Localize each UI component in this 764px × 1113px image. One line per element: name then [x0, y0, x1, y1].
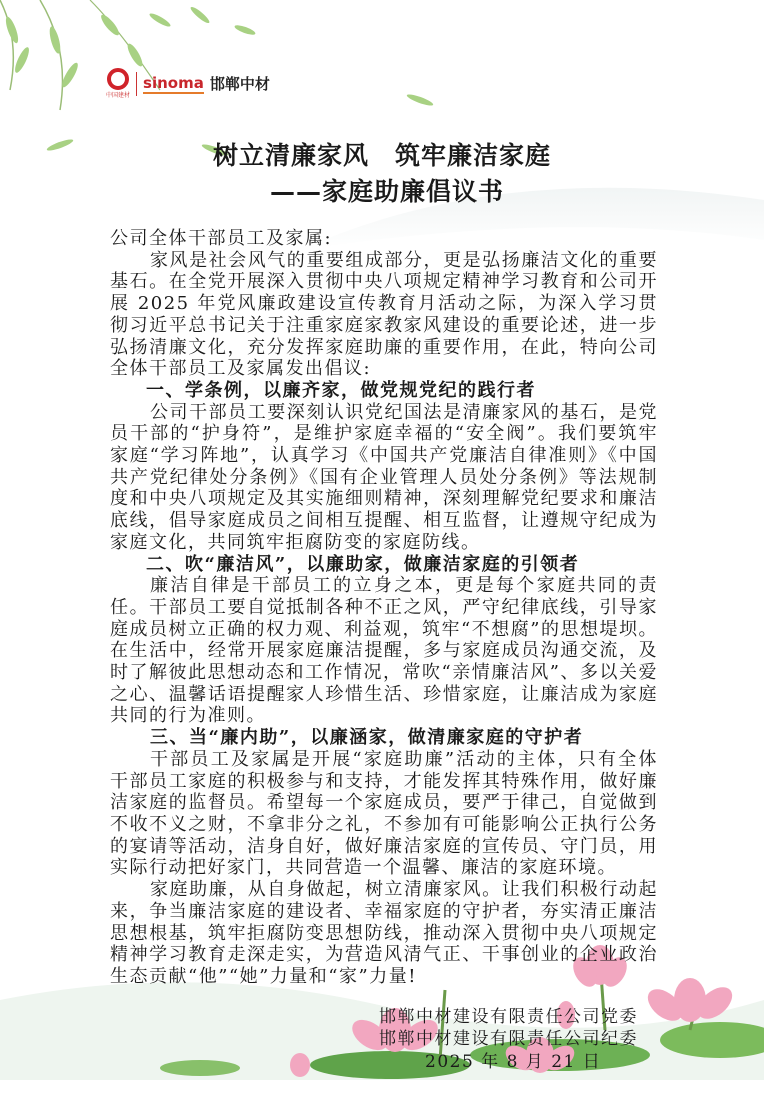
intro-paragraph: 家风是社会风气的重要组成部分，更是弘扬廉洁文化的重要基石。在全党开展深入贯彻中央八项规定精神学习教育和公司开展 2025 年党风廉政建设宣传教育月活动之际，为深入学习贯彻习近平总书记关于注重家庭家教家风建设的重要论述，进一步弘扬清廉文化，充分发挥家庭助廉的重要作用，在此，特向公司全体干部员工及家属发出倡议: — [110, 249, 658, 380]
logo-brand-latin: sinoma — [143, 73, 204, 92]
section-heading-3: 三、当“廉内助”，以廉涵家，做清廉家庭的守护者 — [150, 727, 584, 749]
signature-block — [379, 1006, 638, 1113]
closing-paragraph: 家庭助廉，从自身做起，树立清廉家风。让我们积极行动起来，争当廉洁家庭的建设者、幸福家庭的守护者，夯实清正廉洁思想根基，筑牢拒腐防变思想防线，推动深入贯彻中央八项规定精神学习教育走深走实，为营造风清气正、干事创业的企业政治生态贡献“他”“她”力量和“家”力量! — [110, 879, 658, 987]
section-paragraph-3: 干部员工及家属是开展“家庭助廉”活动的主体，只有全体干部员工家庭的积极参与和支持，才能发挥其特殊作用，做好廉洁家庭的监督员。希望每一个家庭成员，要严于律己，自觉做到不收不义之财，不拿非分之礼，不参加有可能影响公正执行公务的宴请等活动，洁身自好，做好廉洁家庭的宣传员、守门员，用实际行动把好家门，共同营造一个温馨、廉洁的家庭环境。 — [110, 748, 658, 879]
signature-org-party-committee: 邯郸中材建设有限责任公司党委 — [379, 1006, 638, 1027]
section-paragraph-1: 公司干部员工要深刻认识党纪国法是清廉家风的基石，是党员干部的“护身符”，是维护家庭幸福的“安全阀”。我们要筑牢家庭“学习阵地”，认真学习《中国共产党廉洁自律准则》《中国共产党纪律处分条例》《国有企业管理人员处分条例》等法规制度和中央八项规定及其实施细则精神，深刻理解党纪要求和廉洁底线，倡导家庭成员之间相互提醒、相互监督，让遵规守纪成为家庭文化，共同筑牢拒腐防变的家庭防线。 — [110, 401, 658, 553]
logo-parent: 中国建材 — [106, 92, 131, 99]
document-body — [110, 228, 658, 988]
signature-org-discipline-committee: 邯郸中材建设有限责任公司纪委 — [379, 1029, 638, 1050]
section-heading-2: 二、吹“廉洁风”，以廉助家，做廉洁家庭的引领者 — [146, 553, 580, 575]
section-heading-1: 一、学条例，以廉齐家，做党规党纪的践行者 — [146, 379, 536, 401]
salutation: 公司全体干部员工及家属: — [110, 228, 333, 249]
logo-brand-cn: 邯郸中材 — [209, 75, 270, 93]
document-title: 树立清廉家风 筑牢廉洁家庭 — [212, 141, 551, 170]
document-subtitle: ——家庭助廉倡议书 — [269, 177, 504, 206]
signature-date: 2025 年 8 月 21 日 — [425, 1051, 602, 1072]
section-paragraph-2: 廉洁自律是干部员工的立身之本，更是每个家庭共同的责任。干部员工要自觉抵制各种不正之风，严守纪律底线，引导家庭成员树立正确的权力观、利益观，筑牢“不想腐”的思想堤坝。在生活中，经常开展家庭廉洁提醒，多与家庭成员沟通交流，及时了解彼此思想动态和工作情况，常吹“亲情廉洁风”、多以关爱之心、温馨话语提醒家人珍惜生活、珍惜家庭，让廉洁成为家庭共同的行为准则。 — [110, 575, 658, 727]
